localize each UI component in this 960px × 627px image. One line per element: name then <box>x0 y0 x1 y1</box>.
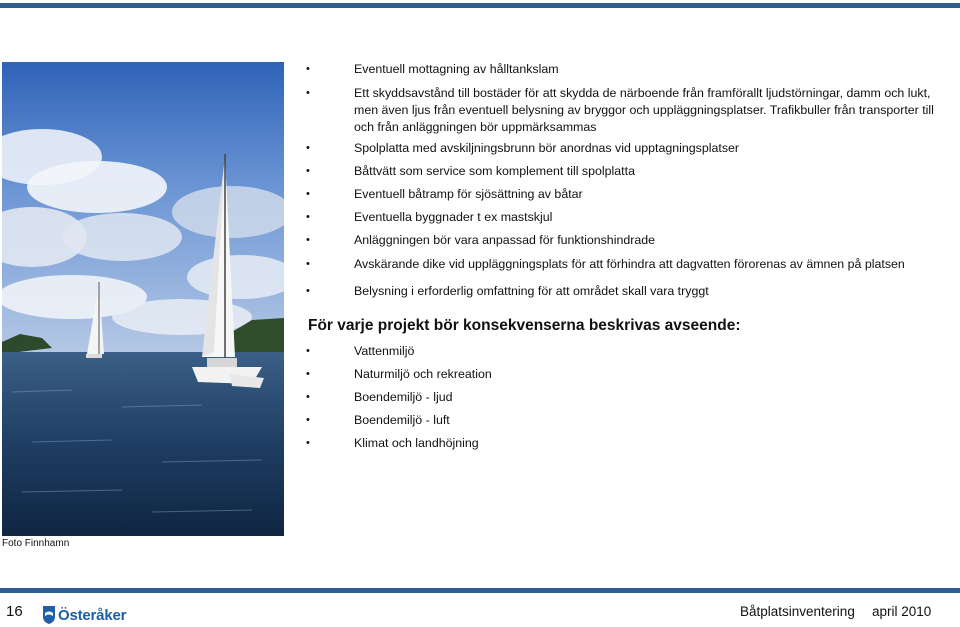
shield-icon <box>42 605 56 625</box>
top-rule <box>0 3 960 8</box>
bullet-icon: • <box>306 285 310 297</box>
bullet-icon: • <box>306 414 310 426</box>
bullet-icon: • <box>306 142 310 154</box>
bullet-icon: • <box>306 63 310 75</box>
list-item: • Eventuell mottagning av hålltankslam <box>306 62 559 76</box>
bullet-icon: • <box>306 345 310 357</box>
section-heading: För varje projekt bör konsekvenserna beskrivas avseende: <box>308 317 741 334</box>
bullet-icon: • <box>306 368 310 380</box>
list-item: • Spolplatta med avskiljningsbrunn bör anordnas vid upptagningsplatser <box>306 141 740 155</box>
list-item: • Ett skyddsavstånd till bostäder för att skydda de närboende från framförallt ljudstörningar, damm och lukt, men även ljus från eventuell belysning av bryggor och uppläggningsplatser. Trafikbuller från transporter till och från anläggningen bör uppmärksammas <box>306 86 934 134</box>
list-item: • Belysning i erforderlig omfattning för att området skall vara tryggt <box>306 284 709 298</box>
report-title: Båtplatsinventering <box>740 604 855 619</box>
list-item: • Eventuell båtramp för sjösättning av båtar <box>306 187 583 201</box>
bullet-icon: • <box>306 234 310 246</box>
bullet-icon: • <box>306 165 310 177</box>
bullet-icon: • <box>306 188 310 200</box>
bullet-icon: • <box>306 391 310 403</box>
bullet-icon: • <box>306 87 310 99</box>
bottom-rule <box>0 588 960 593</box>
bullet-icon: • <box>306 437 310 449</box>
list-item: • Avskärande dike vid uppläggningsplats för att förhindra att dagvatten förorenas av ämnen på platsen <box>306 257 905 271</box>
list-item: • Klimat och landhöjning <box>306 436 479 450</box>
photo-caption: Foto Finnhamn <box>2 538 70 549</box>
list-item: • Båttvätt som service som komplement till spolplatta <box>306 164 635 178</box>
bullet-icon: • <box>306 258 310 270</box>
list-item: • Naturmiljö och rekreation <box>306 367 492 381</box>
osteraker-logo: Österåker <box>42 604 126 626</box>
list-item: • Vattenmiljö <box>306 344 415 358</box>
list-item: • Boendemiljö - luft <box>306 413 450 427</box>
list-item: • Anläggningen bör vara anpassad för funktionshindrade <box>306 233 656 247</box>
page-number: 16 <box>6 603 23 620</box>
bullet-icon: • <box>306 211 310 223</box>
report-date: april 2010 <box>872 604 932 619</box>
sailboats-photo <box>2 62 284 536</box>
list-item: • Eventuella byggnader t ex mastskjul <box>306 210 553 224</box>
list-item: • Boendemiljö - ljud <box>306 390 453 404</box>
